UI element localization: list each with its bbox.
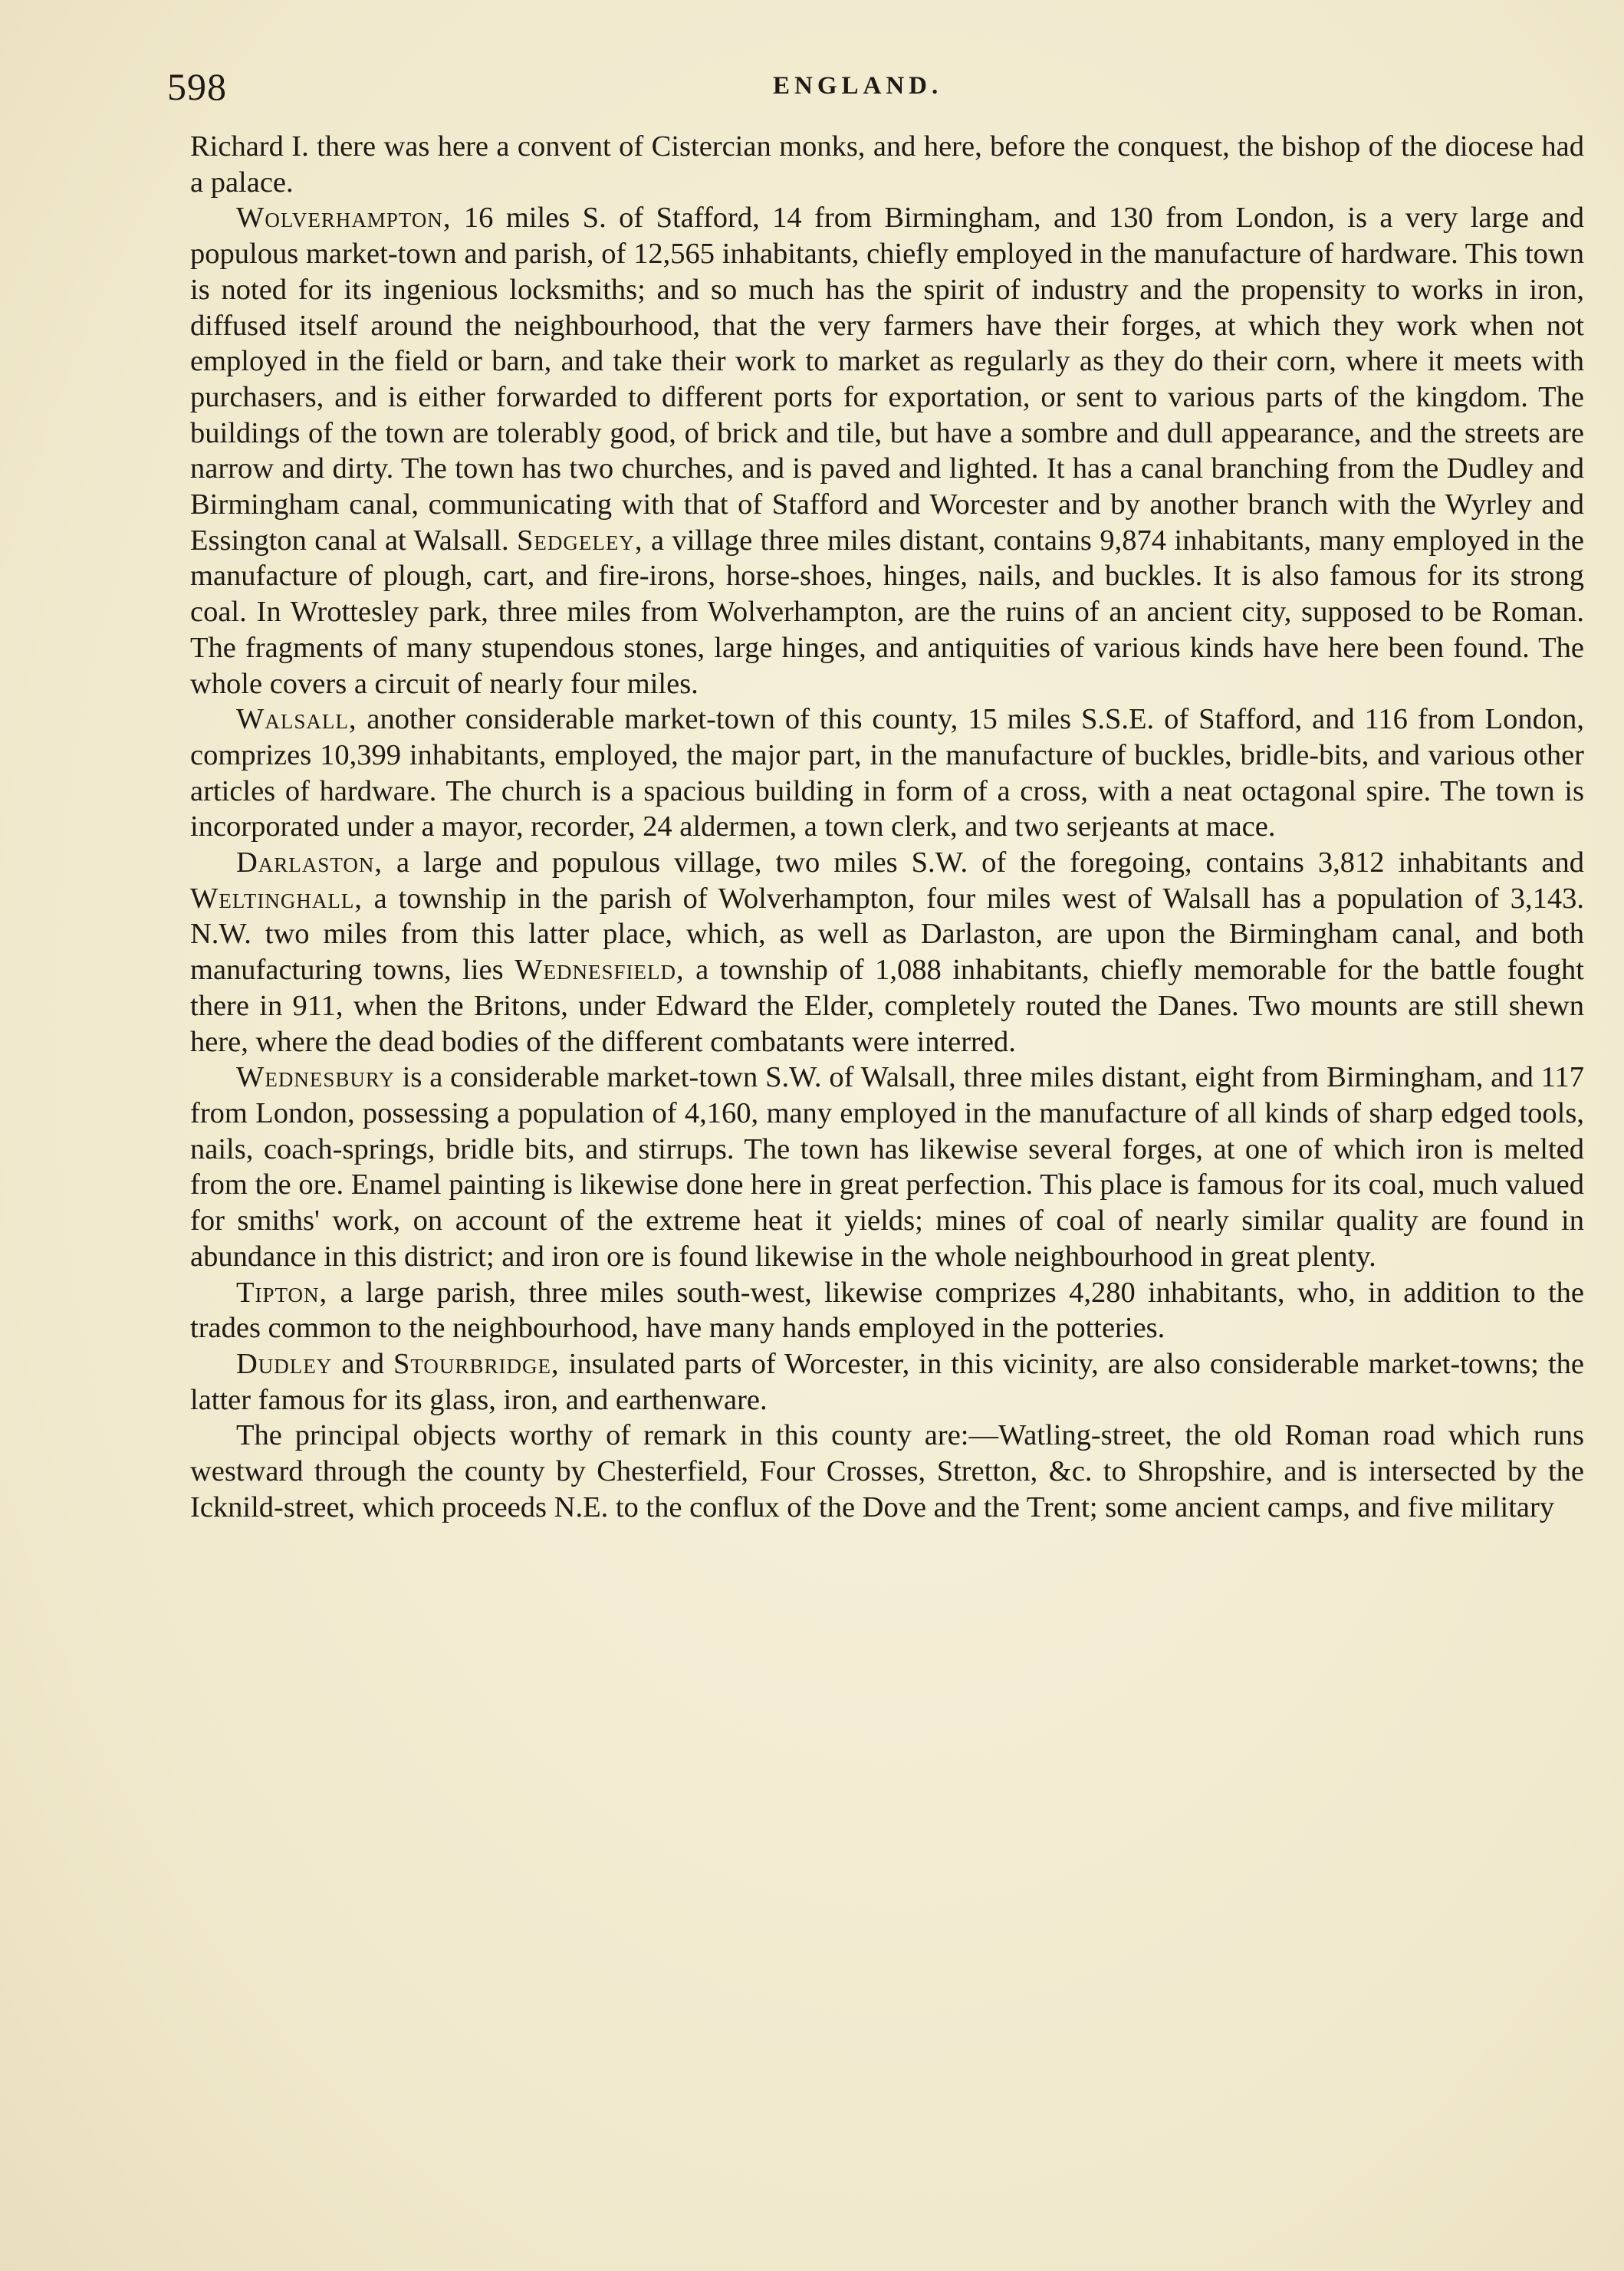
paragraph-tipton bbox=[190, 1275, 1584, 1346]
place-name: Wolverhampton, bbox=[236, 202, 452, 235]
paragraph-principal-objects bbox=[190, 1418, 1584, 1525]
paragraph-text: is a considerable market-town S.W. of Walsall, three miles distant, eight from Birmingham, and 117 from London, possessing a population of 4,160, many employed in the manufacture of all kinds of sharp edged tools, nails, coach-springs, bridle bits, and stirrups. The town has likewise several forges, at one of which iron is melted from the ore. Enamel painting is likewise done here in great perfection. This place is famous for its coal, much valued for smiths' work, on account of the extreme heat it yields; mines of coal of nearly similar quality are found in abundance in this district; and iron ore is found likewise in the whole neighbourhood in great plenty. bbox=[190, 1061, 1584, 1273]
place-name: Wednesbury bbox=[236, 1061, 395, 1094]
paragraph-dudley bbox=[190, 1346, 1584, 1418]
body-text bbox=[190, 129, 1584, 1525]
place-name: Walsall, bbox=[236, 703, 357, 736]
paragraph-walsall bbox=[190, 702, 1584, 845]
running-head: ENGLAND. bbox=[773, 72, 943, 100]
paragraph-text: a large parish, three miles south-west, likewise comprizes 4,280 inhabitants, who, in addition to the trades common to the neighbourhood, have many hands employed in the potteries. bbox=[190, 1276, 1584, 1345]
place-name: Tipton, bbox=[236, 1276, 328, 1309]
place-name: Sedgeley, bbox=[517, 524, 643, 557]
place-name: Darlaston, bbox=[236, 846, 383, 879]
place-name: Stourbridge, bbox=[393, 1347, 560, 1380]
paragraph-text: The principal objects worthy of remark in this county are:—Watling-street, the old Roman road which runs westward through the county by Chesterfield, Four Crosses, Stretton, &c. to Shropshire, and is intersected by the Icknild-street, which proceeds N.E. to the conflux of the Dove and the Trent; some ancient camps, and five military bbox=[190, 1419, 1584, 1523]
paragraph-text: a village three miles distant, contains 9,874 inhabitants, many employed in the manufacture of plough, cart, and fire-irons, horse-shoes, hinges, nails, and buckles. It is also famous for its strong coal. In Wrottesley park, three miles from Wolverhampton, are the ruins of an ancient city, supposed to be Roman. The fragments of many stupendous stones, large hinges, and antiquities of various kinds have here been found. The whole covers a circuit of nearly four miles. bbox=[190, 524, 1584, 700]
paragraph-continuation bbox=[190, 129, 1584, 200]
paragraph-text: a township of 1,088 inhabitants, chiefly memorable for the battle fought there in 911, when the Britons, under Edward the Elder, completely routed the Danes. Two mounts are still shewn here, where the dead bodies of the different combatants were interred. bbox=[190, 954, 1584, 1058]
place-name: Wednesfield, bbox=[514, 954, 685, 987]
place-name: Dudley bbox=[236, 1347, 333, 1380]
paragraph-text: and bbox=[332, 1347, 394, 1380]
paragraph-text: another considerable market-town of this county, 15 miles S.S.E. of Stafford, and 116 from London, comprizes 10,399 inhabitants, employed, the major part, in the manufacture of buckles, bridle-bits, and various other articles of hardware. The church is a spacious building in form of a cross, with a neat octagonal spire. The town is incorporated under a mayor, recorder, 24 aldermen, a town clerk, and two serjeants at mace. bbox=[190, 703, 1584, 843]
place-name: Weltinghall, bbox=[190, 882, 363, 915]
paragraph-text: a township in the parish of Wolverhampton, four miles west of Walsall has a population of 3,143. N.W. two miles from this latter place, which, as well as Darlaston, are upon the Birmingham canal, and both manufacturing towns, lies bbox=[190, 882, 1584, 987]
paragraph-text: 16 miles S. of Stafford, 14 from Birmingham, and 130 from London, is a very large and populous market-town and parish, of 12,565 inhabitants, chiefly employed in the manufacture of hardware. This town is noted for its ingenious locksmiths; and so much has the spirit of industry and the propensity to works in iron, diffused itself around the neighbourhood, that the very farmers have their forges, at which they work when not employed in the field or barn, and take their work to market as regularly as they do their corn, where it meets with purchasers, and is either forwarded to different ports for exportation, or sent to various parts of the kingdom. The buildings of the town are tolerably good, of brick and tile, but have a sombre and dull appearance, and the streets are narrow and dirty. The town has two churches, and is paved and lighted. It has a canal branching from the Dudley and Birmingham canal, communicating with that of Stafford and Worcester and by another branch with the Wyrley and Essington canal at Walsall. bbox=[190, 202, 1584, 557]
paragraph-text: a large and populous village, two miles S.W. of the foregoing, contains 3,812 inhabitants and bbox=[382, 846, 1584, 879]
page-number: 598 bbox=[167, 65, 227, 108]
paragraph-wolverhampton bbox=[190, 200, 1584, 702]
paragraph-text: Richard I. there was here a convent of Cistercian monks, and here, before the conquest, the bishop of the diocese had a palace. bbox=[190, 130, 1584, 199]
paragraph-wednesbury bbox=[190, 1060, 1584, 1274]
paragraph-darlaston bbox=[190, 845, 1584, 1060]
paragraph-text: insulated parts of Worcester, in this vicinity, are also considerable market-towns; the latter famous for its glass, iron, and earthenware. bbox=[190, 1347, 1584, 1416]
page-header bbox=[167, 64, 1578, 118]
